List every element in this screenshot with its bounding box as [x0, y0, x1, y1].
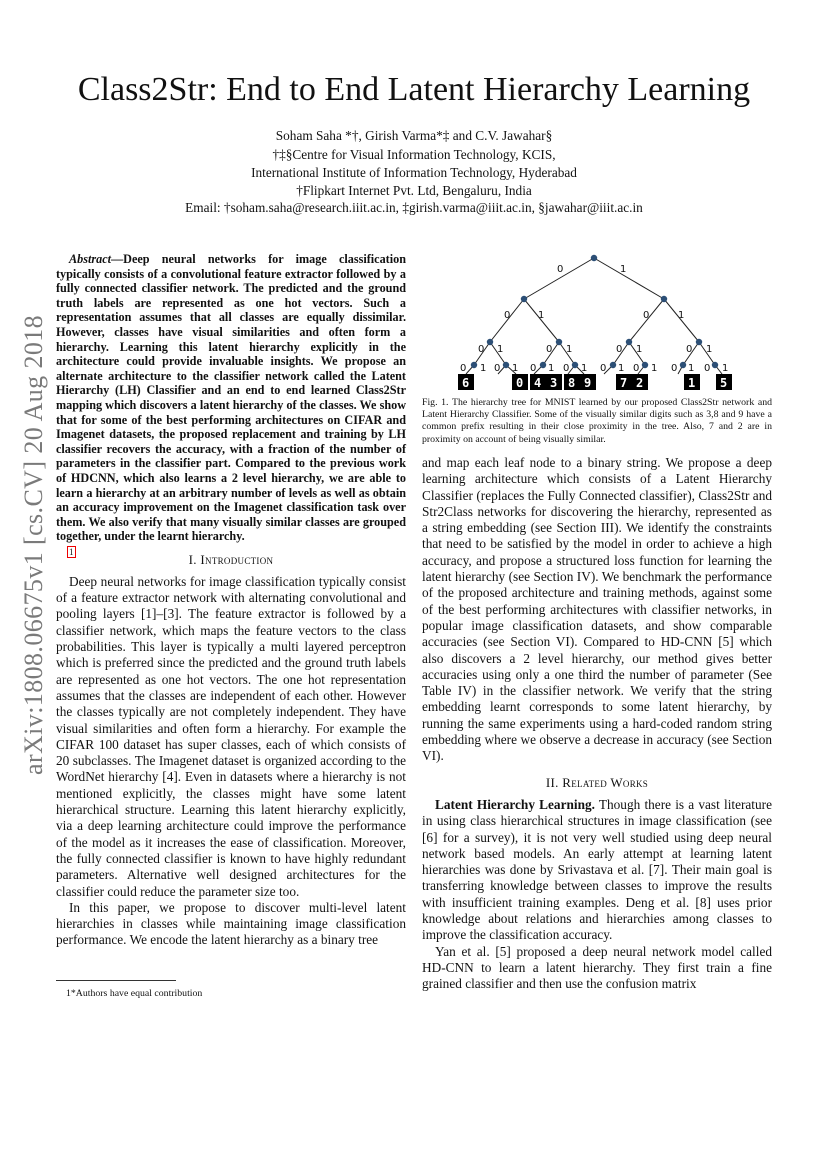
intro-heading-row — [56, 544, 406, 574]
edge-label: 1 — [678, 310, 685, 321]
edge-label: 1 — [566, 344, 573, 355]
left-column — [56, 252, 406, 949]
related-paragraph-2: Yan et al. [5] proposed a deep neural network model called HD-CNN to learn a latent hierarchy. They first train a fine grained classifier and then use the confusion matrix — [422, 943, 772, 992]
abstract — [56, 252, 406, 544]
authors: Soham Saha *†, Girish Varma*‡ and C.V. Jawahar§ — [275, 128, 553, 143]
edge-label: 1 — [636, 344, 643, 355]
leaf-digit-tiles — [458, 374, 732, 390]
edge-label: 0 — [704, 363, 711, 374]
intro-paragraph-2: In this paper, we propose to discover multi-level latent hierarchies in classes while maintaining image classification performance. We encode the latent hierarchy as a binary tree — [56, 899, 406, 948]
leaf-digit: 2 — [636, 376, 644, 390]
edge-label: 1 — [512, 363, 519, 374]
footnote-rule — [56, 980, 176, 981]
edge-label: 1 — [538, 310, 545, 321]
hierarchy-tree-figure — [420, 252, 774, 392]
abstract-lead: Abstract — [69, 252, 111, 266]
edge-label: 1 — [651, 363, 658, 374]
arxiv-stamp: arXiv:1808.06675v1 [cs.CV] 20 Aug 2018 — [19, 314, 48, 775]
section-2-heading: II. Related Works — [545, 774, 649, 790]
leaf-digit: 1 — [688, 376, 696, 390]
section-1-heading: I. Introduction — [188, 551, 274, 567]
leaf-digit: 4 — [534, 376, 542, 390]
edge-label: 1 — [688, 363, 695, 374]
leaf-digit: 3 — [550, 376, 558, 390]
edge-label: 1 — [497, 344, 504, 355]
edge-label: 1 — [620, 264, 627, 275]
edge-label: 0 — [530, 363, 537, 374]
affiliation-line-3: †Flipkart Internet Pvt. Ltd, Bengaluru, India — [296, 183, 532, 198]
intro-paragraph-1: Deep neural networks for image classification typically consist of a feature extractor network with alternating convolutional and pooling layers [1]–[3]. The feature extractor is followed by a classifier network, which maps the feature vectors to the class probabilities. This layer is typically a multi layered perceptron which is preferred since the predicted and the ground truth labels are represented as one hot vectors. The one hot representation assumes that the classes are independent of each other. However the classes typically are not completely independent. They have visual similarities and often form a hierarchy. For example the CIFAR 100 dataset has super classes, each of which consists of 20 subclasses. The Imagenet dataset is organized according to the WordNet hierarchy [4]. Even in datasets where a hierarchy is not mentioned explicitly, the classes might have some latent hierarchical structure. Learning this latent hierarchy explicitly, via a deep learning architecture could improve the performance of the model as it increases the ease of classification. Moreover, the fully connected classifier is known to have highly redundant parameters. Alternative well designed architectures for the classifier could reduce the parameter size too. — [56, 573, 406, 899]
footnote-link[interactable]: 1 — [69, 546, 74, 557]
edge-label: 1 — [618, 363, 625, 374]
edge-label: 0 — [504, 310, 511, 321]
leaf-digit: 6 — [462, 376, 470, 390]
leaf-digit: 8 — [568, 376, 576, 390]
affiliation-line-1: †‡§Centre for Visual Information Technology, KCIS, — [272, 147, 556, 162]
edge-label: 1 — [706, 344, 713, 355]
edge-label: 0 — [557, 264, 564, 275]
related-paragraph-1 — [422, 797, 772, 944]
edge-label: 0 — [546, 344, 553, 355]
edge-label: 0 — [633, 363, 640, 374]
right-paragraph-1: and map each leaf node to a binary string. We propose a deep learning architecture which consists of a Latent Hierarchy Classifier (replaces the Fully Connected classifier), Class2Str and Str2Class networks for discovering the hierarchy, represented as a string embedding (see Section III). We identify the constraints that need to be satisfied by the model in order to achieve a high accuracy, and propose a structured loss function for learning the latent hierarchy (see Section IV). We benchmark the performance of the proposed architecture and training methods, against some of the best performing architectures with classifier networks, in popular image classification datasets, and show comparable accuracies (see Section VI). Compared to HD-CNN [5] which also discovers a 2 level hierarchy, our method gives better accuracies using only a one third the number of parameter (See Table IV) in the classifier network. We verify that the string embedding learnt corresponds to some latent hierarchy, by running the same experiments using a hard-coded random string embedding where we observe a decrease in accuracy (see Section VI). — [422, 455, 772, 764]
right-column — [422, 455, 772, 993]
edge-label: 1 — [480, 363, 487, 374]
edge-label: 0 — [686, 344, 693, 355]
related-text: Though there is a vast literature in using class hierarchical structures in image classification (see [6] for a survey), it is not very well studied using deep neural network based models. An early attempt at learning latent hierarchies was done by Srivastava et al. [7]. Their main goal is transferring knowledge between classes to improve the results with insufficient training examples. Deng et al. [8] uses prior knowledge about relations and hierarchies among classes to improve the classification accuracy. — [422, 796, 772, 943]
edge-label: 0 — [600, 363, 607, 374]
leaf-digit: 0 — [516, 376, 524, 390]
leaf-digit: 9 — [584, 376, 592, 390]
footnote: 1*Authors have equal contribution — [66, 988, 203, 999]
figure-caption: Fig. 1. The hierarchy tree for MNIST learned by our proposed Class2Str network and Latent Hierarchy Classifier. Some of the visually similar digits such as 3,8 and 9 have a common prefix resulting in their close proximity in the tree. Also, 7 and 2 are in proximity on account of being visually similar. — [422, 397, 772, 445]
leaf-digit: 7 — [620, 376, 628, 390]
edge-label: 0 — [478, 344, 485, 355]
abstract-text: —Deep neural networks for image classification typically consists of a convolutional feature extractor followed by a fully connected classifier network. The predicted and the ground truth labels are represented as one hot vectors. Such a representation assumes that all classes are equally dissimilar. However, classes have visual similarities and often form a hierarchy. Learning this latent hierarchy explicitly in the architecture could provide invaluable insights. We propose an alternate architecture to the classifier network called the Latent Hierarchy (LH) Classifier and an end to end learned Class2Str mapping which discovers a latent hierarchy of the classes. We show that for some of the best performing architectures on CIFAR and Imagenet datasets, the proposed replacement and training by LH classifier recovers the accuracy, with a fraction of the number of parameters in the classifier part. Compared to the previous work of HDCNN, which also learns a 2 level hierarchy, we are able to learn a hierarchy at an arbitrary number of levels as well as obtain an accuracy improvement on the Imagenet classification task over them. We also verify that many visually similar classes are grouped together, under the learnt hierarchy. — [56, 252, 406, 544]
edge-label: 1 — [548, 363, 555, 374]
paper-title: Class2Str: End to End Latent Hierarchy Learning — [77, 71, 751, 108]
edge-label: 0 — [616, 344, 623, 355]
edge-label: 1 — [581, 363, 588, 374]
leaf-digit: 5 — [720, 376, 728, 390]
affiliation-line-2: International Institute of Information Technology, Hyderabad — [251, 165, 577, 180]
edge-label: 1 — [722, 363, 729, 374]
related-lead: Latent Hierarchy Learning. — [435, 796, 595, 812]
edge-label: 0 — [643, 310, 650, 321]
edge-label: 0 — [460, 363, 467, 374]
email-line: Email: †soham.saha@research.iiit.ac.in, ‡girish.varma@iiit.ac.in, §jawahar@iiit.ac.in — [185, 200, 643, 215]
edge-label: 0 — [494, 363, 501, 374]
edge-label: 0 — [671, 363, 678, 374]
edge-label: 0 — [563, 363, 570, 374]
